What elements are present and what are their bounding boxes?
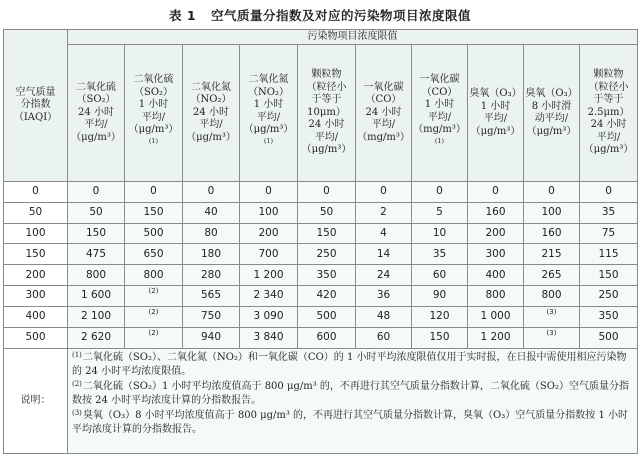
column-header-line: （μg/m³） [526, 125, 577, 137]
footnote-marker: (2) [148, 287, 159, 296]
column-header-line: 24 小时 [193, 106, 229, 118]
table-row [4, 244, 638, 265]
limit-value [524, 306, 580, 327]
limit-value: 800 [524, 286, 580, 307]
footnote-marker: (2) [148, 308, 159, 317]
limit-value: 400 [468, 265, 524, 286]
iaqi-value: 400 [4, 306, 68, 327]
limit-value: 475 [68, 244, 125, 265]
column-header-line: 于等于 [593, 94, 624, 106]
limit-value: 600 [298, 327, 356, 348]
limit-value: 48 [356, 306, 412, 327]
limit-value: 0 [580, 182, 638, 203]
column-header-line: （粒径小 [306, 81, 347, 93]
limit-value: 150 [298, 223, 356, 244]
column-header-line: 二氧化硫 [76, 81, 116, 93]
limit-value: 60 [412, 265, 468, 286]
limit-value: 0 [240, 182, 298, 203]
limit-value: 2 620 [68, 327, 125, 348]
column-header-line: （SO₂） [76, 94, 116, 106]
limit-value: 0 [468, 182, 524, 203]
iaqi-value: 150 [4, 244, 68, 265]
note-item [72, 351, 633, 380]
limit-value: 200 [240, 223, 298, 244]
table-row [4, 327, 638, 348]
footnote-marker: (2) [148, 329, 159, 338]
limit-value: 1 000 [468, 306, 524, 327]
limit-value: 420 [298, 286, 356, 307]
column-header-line: 一氧化碳 [363, 81, 404, 93]
footnote-marker: (3) [546, 329, 557, 338]
limit-value: 150 [125, 202, 183, 223]
note-text: 二氧化硫（SO₂）1 小时平均浓度值高于 800 μg/m³ 的，不再进行其空气质量分指数计算，二氧化硫（SO₂）空气质量分指数按 24 小时平均浓度计算的分指数报告。 [72, 380, 629, 407]
limit-value: 500 [580, 327, 638, 348]
limit-value: 500 [125, 223, 183, 244]
limit-value: 50 [298, 202, 356, 223]
pollutant-column-header [468, 45, 524, 182]
table-row [4, 223, 638, 244]
limit-value: 0 [356, 182, 412, 203]
limit-value: 180 [183, 244, 240, 265]
iaqi-header-line: 空气质量 [15, 86, 56, 98]
column-header-line: （SO₂） [133, 86, 174, 98]
column-header-line: 动平均/ [534, 113, 569, 124]
limit-value: 350 [298, 265, 356, 286]
table-row [4, 202, 638, 223]
limit-value: 650 [125, 244, 183, 265]
column-header-line: 二氧化氮 [191, 81, 231, 93]
column-header-line: 24 小时 [590, 119, 627, 131]
column-header-line: （粒径小 [588, 81, 629, 93]
notes-row [4, 348, 638, 453]
limit-value: 5 [412, 202, 468, 223]
column-header-line: 平均/ [596, 131, 621, 143]
limit-value: 3 090 [240, 306, 298, 327]
note-text: 臭氧（O₃）8 小时平均浓度值高于 800 μg/m³ 的，不再进行其空气质量分指数计算，臭氧（O₃）空气质量分指数按 1 小时平均浓度计算的分指数报告。 [72, 409, 628, 436]
limit-value: 350 [580, 306, 638, 327]
column-header-line: （μg/m³） [301, 144, 352, 156]
column-header-line: 1 小时 [138, 99, 169, 111]
table-notes [4, 348, 638, 453]
footnote-marker: (3) [546, 308, 557, 317]
limit-value: 2 340 [240, 286, 298, 307]
limit-value: 60 [356, 327, 412, 348]
limit-value: 0 [68, 182, 125, 203]
column-header-line: 平均/ [427, 111, 452, 123]
column-header-line: 24 小时 [365, 106, 402, 118]
limit-value: 800 [68, 265, 125, 286]
iaqi-value: 500 [4, 327, 68, 348]
limit-value: 75 [580, 223, 638, 244]
limit-value: 1 200 [468, 327, 524, 348]
limit-value: 500 [298, 306, 356, 327]
column-header-line: 24 小时 [78, 106, 114, 118]
column-header-line: 平均/ [314, 131, 339, 143]
limit-value: 36 [356, 286, 412, 307]
footnote-marker: (3) [72, 408, 82, 417]
footnote-marker: (1) [148, 136, 159, 145]
limit-value: 265 [524, 265, 580, 286]
limit-value: 750 [183, 306, 240, 327]
limit-value: 160 [468, 202, 524, 223]
column-header-line: 平均/ [483, 113, 508, 124]
column-header-line: （μg/m³） [470, 125, 521, 137]
column-header-line: 于等于 [311, 94, 342, 106]
column-header-line: 8 小时滑 [531, 100, 572, 112]
limit-value: 4 [356, 223, 412, 244]
column-header-line: 平均/ [256, 111, 281, 123]
limit-value: 0 [298, 182, 356, 203]
limit-value: 215 [524, 244, 580, 265]
table-row [4, 286, 638, 307]
column-header-line: 一氧化碳 [419, 74, 460, 86]
column-header-line: （mg/m³） [357, 131, 410, 143]
limit-value: 0 [183, 182, 240, 203]
column-header-line: （μg/m³） [128, 124, 179, 136]
iaqi-value: 50 [4, 202, 68, 223]
limit-value: 1 200 [240, 265, 298, 286]
limit-value: 940 [183, 327, 240, 348]
notes-content [68, 348, 638, 453]
column-header-line: 平均/ [371, 119, 396, 131]
column-header-line: 二氧化氮 [248, 74, 289, 86]
iaqi-value: 0 [4, 182, 68, 203]
table-body [4, 182, 638, 349]
limit-value: 800 [125, 265, 183, 286]
limit-value: 250 [580, 286, 638, 307]
column-header-line: （CO） [365, 94, 402, 106]
limit-value: 160 [524, 223, 580, 244]
footnote-marker: (2) [72, 379, 82, 388]
limit-value [125, 286, 183, 307]
note-item [72, 380, 633, 409]
notes-label: 说明： [4, 348, 68, 453]
limit-value: 150 [412, 327, 468, 348]
table-row [4, 182, 638, 203]
column-header-line: 2.5μm） [587, 106, 630, 118]
pollutant-column-header [298, 45, 356, 182]
pollutant-column-header [580, 45, 638, 182]
limit-value: 0 [412, 182, 468, 203]
limit-value: 700 [240, 244, 298, 265]
column-header-line: 颗粒物 [311, 69, 342, 81]
pollutant-column-header [240, 45, 298, 182]
column-header-line: （μg/m³） [243, 124, 294, 136]
limit-value: 250 [298, 244, 356, 265]
column-header-line: （μg/m³） [71, 131, 121, 143]
column-header-line: （mg/m³） [413, 124, 466, 136]
limit-value: 1 600 [68, 286, 125, 307]
footnote-marker: (1) [263, 136, 274, 145]
limit-value: 24 [356, 265, 412, 286]
column-header-line: 平均/ [84, 119, 108, 131]
limit-value: 80 [183, 223, 240, 244]
table-row [4, 306, 638, 327]
column-header-line: 颗粒物 [593, 69, 624, 81]
limit-value: 0 [125, 182, 183, 203]
limit-value: 300 [468, 244, 524, 265]
table-row [4, 265, 638, 286]
limit-value: 50 [68, 202, 125, 223]
limit-value: 115 [580, 244, 638, 265]
limit-value: 150 [580, 265, 638, 286]
limit-value: 2 100 [68, 306, 125, 327]
pollutant-column-header [125, 45, 183, 182]
limit-value: 3 840 [240, 327, 298, 348]
table-header [4, 30, 638, 182]
column-header-line: 臭氧（O₃） [469, 88, 522, 99]
limit-value [125, 306, 183, 327]
limit-value: 565 [183, 286, 240, 307]
limit-value: 0 [524, 182, 580, 203]
footnote-marker: (1) [72, 350, 82, 359]
caption-title: 空气质量分指数及对应的污染物项目浓度限值 [210, 8, 471, 23]
limit-value: 90 [412, 286, 468, 307]
pollutant-column-header [356, 45, 412, 182]
column-header-line: 24 小时 [308, 119, 345, 131]
iaqi-value: 300 [4, 286, 68, 307]
column-header-line: 二氧化硫 [133, 74, 174, 86]
pollutant-column-header [68, 45, 125, 182]
note-item [72, 409, 633, 438]
limit-value: 2 [356, 202, 412, 223]
column-header-line: （μg/m³） [186, 131, 236, 143]
iaqi-value: 100 [4, 223, 68, 244]
footnote-marker: (1) [434, 136, 445, 145]
pollutant-column-header [183, 45, 240, 182]
limit-value: 40 [183, 202, 240, 223]
column-header-line: 1 小时 [253, 99, 284, 111]
table-caption [0, 6, 640, 24]
column-header-line: 平均/ [141, 111, 166, 123]
iaqi-value: 200 [4, 265, 68, 286]
limit-value: 10 [412, 223, 468, 244]
pollutant-column-header [412, 45, 468, 182]
iaqi-header-line: 分指数 [20, 99, 51, 111]
limit-value: 35 [412, 244, 468, 265]
column-header-line: （CO） [421, 86, 458, 98]
limit-value: 150 [68, 223, 125, 244]
column-header-line: （NO₂） [248, 86, 289, 98]
limit-value: 200 [468, 223, 524, 244]
column-header-line: 1 小时 [424, 99, 455, 111]
limit-value: 120 [412, 306, 468, 327]
limit-value: 35 [580, 202, 638, 223]
column-header-line: （NO₂） [190, 94, 232, 106]
column-header-line: 平均/ [199, 119, 223, 131]
limit-value [125, 327, 183, 348]
caption-number: 表 1 [169, 8, 197, 23]
limit-value: 800 [468, 286, 524, 307]
column-header-line: 臭氧（O₃） [525, 88, 578, 99]
column-header-line: 1 小时 [480, 100, 511, 112]
note-text: 二氧化硫（SO₂）、二氧化氮（NO₂）和一氧化碳（CO）的 1 小时平均浓度限值仅用于实时报，在日报中需使用相应污染物的 24 小时平均浓度限值。 [72, 351, 627, 378]
pollutant-group-header: 污染物项目浓度限值 [68, 30, 638, 45]
limit-value: 14 [356, 244, 412, 265]
limit-value: 100 [524, 202, 580, 223]
limit-value [524, 327, 580, 348]
column-header-line: （μg/m³） [583, 144, 634, 156]
limit-value: 280 [183, 265, 240, 286]
column-header-line: 10μm） [307, 106, 346, 118]
limit-value: 100 [240, 202, 298, 223]
iaqi-header [4, 30, 68, 182]
pollutant-column-header [524, 45, 580, 182]
iaqi-header-line: （IAQI） [13, 111, 58, 123]
aqi-limits-table [3, 29, 638, 454]
